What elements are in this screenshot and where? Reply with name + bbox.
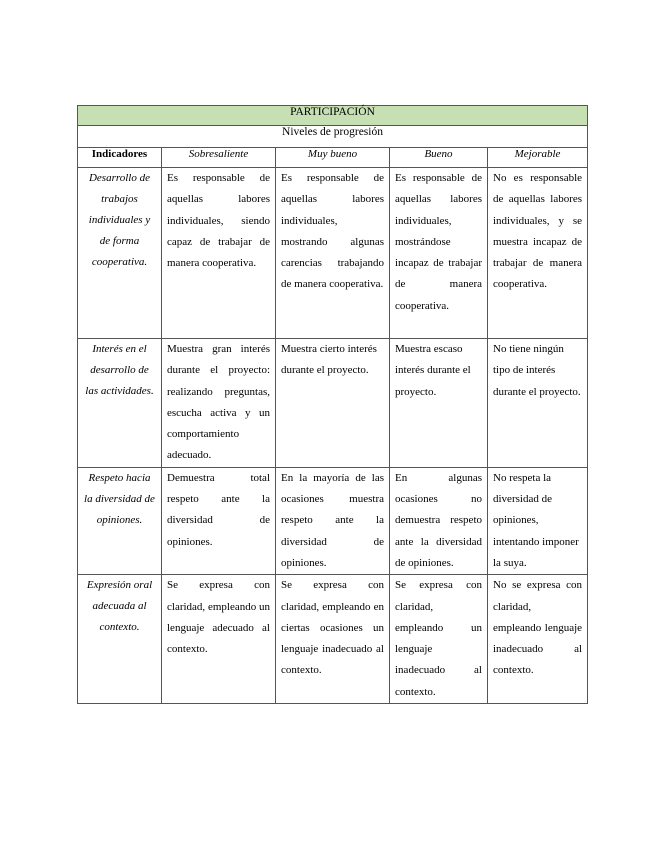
table-cell: No es responsable de aquellas labores individuales, y se muestra incapaz de trabajar de manera cooperativa. xyxy=(488,168,588,339)
level-header: Bueno xyxy=(390,148,488,168)
table-cell: Se expresa con claridad, empleando un lenguaje inadecuado al contexto. xyxy=(390,575,488,704)
table-cell: Es responsable de aquellas labores individuales, mostrándose incapaz de trabajar de manera cooperativa. xyxy=(390,168,488,339)
table-cell: No respeta la diversidad de opiniones, intentando imponer la suya. xyxy=(488,467,588,574)
header-row xyxy=(78,148,588,168)
table-cell: Es responsable de aquellas labores individuales, siendo capaz de trabajar de manera cooperativa. xyxy=(162,168,276,339)
table-cell: En la mayoría de las ocasiones muestra respeto ante la diversidad de opiniones. xyxy=(276,467,390,574)
indicator-cell: Interés en el desarrollo de las actividades. xyxy=(78,339,162,468)
table-cell: Se expresa con claridad, empleando en ciertas ocasiones un lenguaje inadecuado al contexto. xyxy=(276,575,390,704)
table-cell: Muestra cierto interés durante el proyecto. xyxy=(276,339,390,468)
table-subtitle: Niveles de progresión xyxy=(78,126,588,148)
indicator-cell: Respeto hacia la diversidad de opiniones. xyxy=(78,467,162,574)
table-row xyxy=(78,467,588,574)
level-header: Sobresaliente xyxy=(162,148,276,168)
table-cell: En algunas ocasiones no demuestra respeto ante la diversidad de opiniones. xyxy=(390,467,488,574)
level-header: Mejorable xyxy=(488,148,588,168)
table-cell: Es responsable de aquellas labores individuales, mostrando algunas carencias trabajando de manera cooperativa. xyxy=(276,168,390,339)
table-cell: Se expresa con claridad, empleando un lenguaje adecuado al contexto. xyxy=(162,575,276,704)
table-row xyxy=(78,575,588,704)
indicator-header: Indicadores xyxy=(78,148,162,168)
table-cell: Muestra escaso interés durante el proyecto. xyxy=(390,339,488,468)
table-row xyxy=(78,339,588,468)
table-row xyxy=(78,168,588,339)
table-cell: Muestra gran interés durante el proyecto: realizando preguntas, escucha activa y un comportamiento adecuado. xyxy=(162,339,276,468)
table-cell: No se expresa con claridad, empleando lenguaje inadecuado al contexto. xyxy=(488,575,588,704)
table-title: PARTICIPACIÓN xyxy=(78,106,588,126)
table-cell: No tiene ningún tipo de interés durante el proyecto. xyxy=(488,339,588,468)
title-row xyxy=(78,106,588,126)
subtitle-row xyxy=(78,126,588,148)
level-header: Muy bueno xyxy=(276,148,390,168)
indicator-cell: Desarrollo de trabajos individuales y de forma cooperativa. xyxy=(78,168,162,339)
table-cell: Demuestra total respeto ante la diversidad de opiniones. xyxy=(162,467,276,574)
indicator-cell: Expresión oral adecuada al contexto. xyxy=(78,575,162,704)
rubric-table xyxy=(77,105,588,704)
